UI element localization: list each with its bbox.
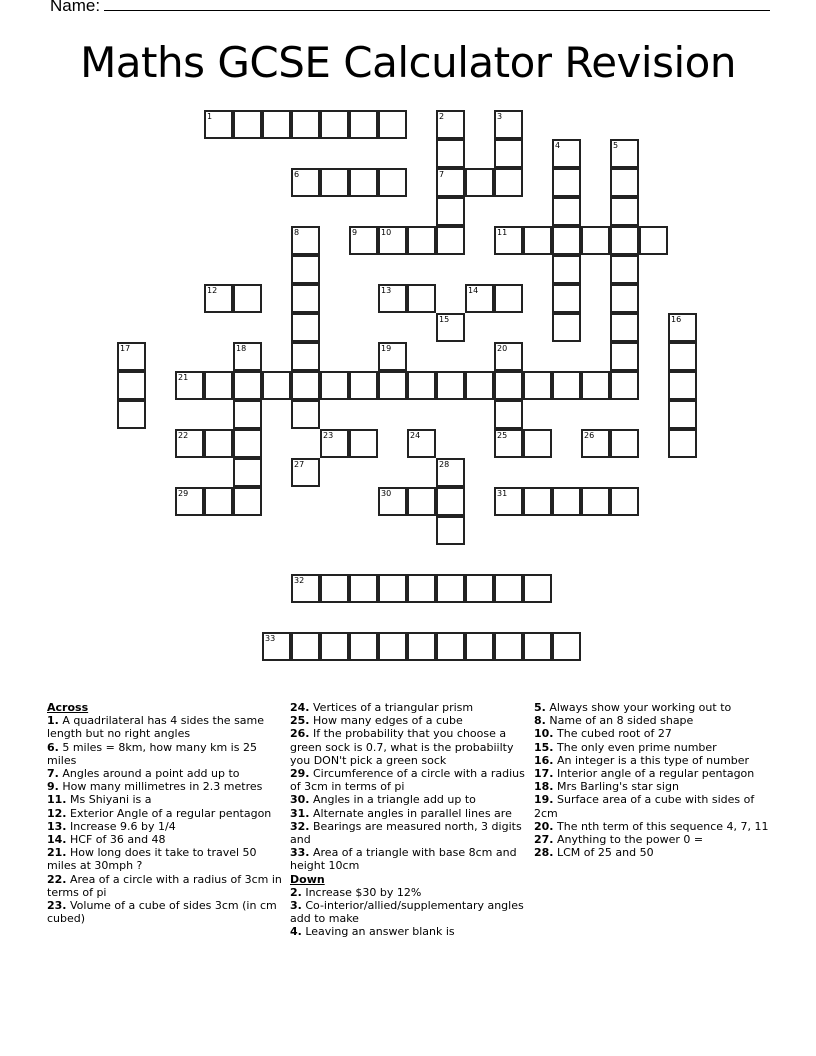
crossword-cell[interactable] [233,400,262,429]
crossword-cell[interactable] [378,226,407,255]
crossword-cell[interactable] [465,574,494,603]
crossword-cell[interactable] [117,342,146,371]
crossword-cell[interactable] [291,458,320,487]
clue-number-label: 18. [534,780,554,794]
crossword-cell[interactable] [610,197,639,226]
crossword-cell[interactable] [552,168,581,197]
clue-number-label: 26. [290,727,310,741]
clue-number-label: 12. [47,806,67,820]
clue-number: 11 [497,228,508,237]
clue-number-label: 22. [47,872,67,886]
clue-text: Increase 9.6 by 1/4 [70,819,176,833]
clue-number-label: 13. [47,819,67,833]
crossword-cell[interactable] [233,487,262,516]
clue-number: 10 [381,228,392,237]
crossword-cell[interactable] [581,226,610,255]
down-heading: Down [290,872,325,886]
crossword-cell[interactable] [320,371,349,400]
crossword-cell[interactable] [668,342,697,371]
name-field[interactable] [50,0,770,16]
clue-number: 4 [555,141,561,150]
crossword-cell[interactable] [407,632,436,661]
clue-number: 7 [439,170,445,179]
down-clue [290,899,526,925]
crossword-cell[interactable] [436,632,465,661]
crossword-cell[interactable] [407,574,436,603]
down-clue [290,925,526,938]
across-clue [47,780,283,793]
across-clue [290,820,526,846]
crossword-cell[interactable] [610,139,639,168]
clue-number-label: 17. [534,767,554,781]
clue-number: 19 [381,344,392,353]
clue-text: Ms Shiyani is a [70,793,152,807]
crossword-cell[interactable] [291,342,320,371]
crossword-cell[interactable] [117,400,146,429]
across-clue [47,899,283,925]
crossword-cell[interactable] [581,371,610,400]
crossword-cell[interactable] [204,487,233,516]
crossword-cell[interactable] [204,284,233,313]
crossword-cell[interactable] [465,168,494,197]
crossword-cell[interactable] [494,371,523,400]
clue-text: HCF of 36 and 48 [70,833,166,847]
clue-number-label: 6. [47,740,59,754]
crossword-cell[interactable] [436,197,465,226]
clue-number-label: 3. [290,899,302,913]
clue-number: 29 [178,489,189,498]
clue-number-label: 5. [534,701,546,714]
crossword-cell[interactable] [610,313,639,342]
clue-number: 21 [178,373,189,382]
crossword-cell[interactable] [233,110,262,139]
clue-number: 13 [381,286,392,295]
crossword-cell[interactable] [523,632,552,661]
crossword-cell[interactable] [436,487,465,516]
crossword-cell[interactable] [204,110,233,139]
clue-number: 20 [497,344,508,353]
crossword-cell[interactable] [349,168,378,197]
clue-number: 31 [497,489,508,498]
across-clue [290,727,526,767]
crossword-cell[interactable] [552,371,581,400]
crossword-cell[interactable] [407,429,436,458]
clue-text: Anything to the power 0 = [557,833,704,847]
crossword-cell[interactable] [291,400,320,429]
crossword-cell[interactable] [494,226,523,255]
clue-number-label: 31. [290,806,310,820]
clue-text: Bearings are measured north, 3 digits and [290,819,522,847]
clue-text: Always show your working out to [549,701,732,714]
crossword-cell[interactable] [581,429,610,458]
clue-number-label: 16. [534,753,554,767]
clue-text: Co-interior/allied/supplementary angles add to make [290,899,524,926]
crossword-cell[interactable] [291,255,320,284]
crossword-cell[interactable] [610,487,639,516]
crossword-cell[interactable] [494,487,523,516]
clue-text: Exterior Angle of a regular pentagon [70,806,272,820]
clue-text: 5 miles = 8km, how many km is 25 miles [47,740,257,767]
clue-text: How long does it take to travel 50 miles at 30mph ? [47,846,257,873]
clue-number-label: 10. [534,727,554,741]
crossword-cell[interactable] [204,371,233,400]
crossword-cell[interactable] [552,226,581,255]
down-clue [534,793,770,819]
clue-text: How many edges of a cube [313,714,463,728]
crossword-cell[interactable] [523,429,552,458]
crossword-cell[interactable] [378,110,407,139]
clue-number: 27 [294,460,305,469]
crossword-cell[interactable] [233,284,262,313]
clue-number: 3 [497,112,503,121]
clue-number-label: 14. [47,833,67,847]
crossword-cell[interactable] [610,168,639,197]
crossword-cell[interactable] [349,371,378,400]
crossword-cell[interactable] [233,371,262,400]
crossword-cell[interactable] [378,284,407,313]
crossword-cell[interactable] [668,371,697,400]
crossword-cell[interactable] [262,371,291,400]
down-clue [534,741,770,754]
crossword-cell[interactable] [378,371,407,400]
clue-text: A quadrilateral has 4 sides the same length but no right angles [47,714,265,741]
clue-text: The cubed root of 27 [557,727,672,741]
clue-number-label: 15. [534,740,554,754]
clue-text: Circumference of a circle with a radius of 3cm in terms of pi [290,767,525,794]
crossword-cell[interactable] [436,226,465,255]
clue-number-label: 7. [47,767,59,781]
crossword-cell[interactable] [523,226,552,255]
crossword-cell[interactable] [668,313,697,342]
clue-number-label: 4. [290,925,302,939]
crossword-cell[interactable] [407,226,436,255]
clue-text: Surface area of a cube with sides of 2cm [534,793,755,820]
crossword-cell[interactable] [494,632,523,661]
down-clue [534,701,770,714]
clue-number: 8 [294,228,300,237]
clue-text: Leaving an answer blank is [305,925,455,939]
down-clue [534,754,770,767]
clue-number-label: 23. [47,899,67,913]
crossword-cell[interactable] [349,226,378,255]
across-clue [47,873,283,899]
clue-text: The nth term of this sequence 4, 7, 11 [557,819,769,833]
clue-number: 23 [323,431,334,440]
clue-number-label: 11. [47,793,67,807]
crossword-cell[interactable] [320,574,349,603]
clue-number-label: 2. [290,885,302,899]
clue-number: 33 [265,634,276,643]
clue-text: An integer is a this type of number [557,753,750,767]
clue-number: 24 [410,431,421,440]
crossword-cell[interactable] [291,574,320,603]
crossword-cell[interactable] [581,487,610,516]
crossword-cell[interactable] [610,371,639,400]
clue-number-label: 29. [290,767,310,781]
clue-text: Vertices of a triangular prism [313,701,474,714]
clue-number: 2 [439,112,445,121]
crossword-cell[interactable] [436,139,465,168]
crossword-cell[interactable] [175,429,204,458]
down-clue [534,767,770,780]
crossword-cell[interactable] [407,284,436,313]
down-clue [534,846,770,859]
crossword-cell[interactable] [233,458,262,487]
clue-number: 32 [294,576,305,585]
crossword-cell[interactable] [494,110,523,139]
across-clue [290,701,526,714]
crossword-cell[interactable] [668,429,697,458]
crossword-cell[interactable] [291,284,320,313]
clue-number-label: 9. [47,780,59,794]
name-label: Name: [50,0,101,15]
clue-number: 9 [352,228,358,237]
clue-number-label: 24. [290,701,310,714]
across-clue [290,767,526,793]
crossword-cell[interactable] [494,139,523,168]
crossword-cell[interactable] [291,110,320,139]
crossword-cell[interactable] [378,487,407,516]
crossword-cell[interactable] [523,574,552,603]
across-clue [290,846,526,872]
down-clue [534,727,770,740]
clue-text: If the probability that you choose a green sock is 0.7, what is the probabiilty you DON't pick a green sock [290,727,514,767]
crossword-cell[interactable] [349,632,378,661]
crossword-cell[interactable] [610,284,639,313]
clue-number-label: 21. [47,846,67,860]
clue-number: 15 [439,315,450,324]
clue-number: 22 [178,431,189,440]
crossword-cell[interactable] [320,632,349,661]
name-blank-line[interactable] [104,0,770,11]
crossword-cell[interactable] [494,168,523,197]
crossword-cell[interactable] [494,400,523,429]
crossword-cell[interactable] [668,400,697,429]
across-clue [47,793,283,806]
clue-number: 6 [294,170,300,179]
crossword-cell[interactable] [349,110,378,139]
crossword-cell[interactable] [552,255,581,284]
crossword-cell[interactable] [639,226,668,255]
crossword-cell[interactable] [494,342,523,371]
crossword-cell[interactable] [291,632,320,661]
clue-text: Area of a triangle with base 8cm and height 10cm [290,846,517,873]
across-clue [290,714,526,727]
down-clue [534,780,770,793]
crossword-cell[interactable] [552,632,581,661]
crossword-cell[interactable] [436,110,465,139]
clue-text: How many millimetres in 2.3 metres [62,780,263,794]
crossword-cell[interactable] [494,574,523,603]
clue-number-label: 25. [290,714,310,728]
crossword-cell[interactable] [320,110,349,139]
clue-text: Area of a circle with a radius of 3cm in terms of pi [47,872,282,899]
crossword-cell[interactable] [291,313,320,342]
crossword-cell[interactable] [320,429,349,458]
clue-number-label: 33. [290,846,310,860]
clue-number: 12 [207,286,218,295]
clue-number-label: 28. [534,846,554,860]
clue-text: Alternate angles in parallel lines are [313,806,512,820]
crossword-cell[interactable] [552,139,581,168]
down-clue [534,820,770,833]
crossword-cell[interactable] [610,429,639,458]
clue-text: Name of an 8 sided shape [549,714,694,728]
crossword-cell[interactable] [175,487,204,516]
across-clue [47,714,283,740]
down-clue [290,886,526,899]
crossword-cell[interactable] [610,342,639,371]
clue-text: Volume of a cube of sides 3cm (in cm cubed) [47,899,277,926]
clue-text: Increase $30 by 12% [305,885,422,899]
crossword-cell[interactable] [349,429,378,458]
across-heading: Across [47,701,89,714]
crossword-cell[interactable] [320,168,349,197]
across-clue [47,767,283,780]
crossword-cell[interactable] [552,487,581,516]
crossword-cell[interactable] [291,226,320,255]
clue-text: Interior angle of a regular pentagon [557,767,755,781]
crossword-cell[interactable] [349,574,378,603]
clue-number: 18 [236,344,247,353]
crossword-cell[interactable] [436,574,465,603]
clues-column-3 [534,701,770,859]
clue-number: 25 [497,431,508,440]
across-clue [47,741,283,767]
crossword-cell[interactable] [233,429,262,458]
crossword-cell[interactable] [436,516,465,545]
clue-number-label: 27. [534,833,554,847]
clue-text: LCM of 25 and 50 [557,846,654,860]
clue-text: Mrs Barling's star sign [557,780,679,794]
crossword-cell[interactable] [610,255,639,284]
crossword-cell[interactable] [378,632,407,661]
crossword-cell[interactable] [175,371,204,400]
clue-number-label: 8. [534,714,546,728]
crossword-cell[interactable] [494,284,523,313]
crossword-cell[interactable] [291,168,320,197]
crossword-cell[interactable] [407,371,436,400]
crossword-cell[interactable] [465,632,494,661]
down-clue [534,714,770,727]
crossword-cell[interactable] [436,168,465,197]
crossword-cell[interactable] [378,342,407,371]
crossword-cell[interactable] [465,284,494,313]
across-clue [47,846,283,872]
crossword-cell[interactable] [523,487,552,516]
across-clue [47,833,283,846]
clue-number: 1 [207,112,213,121]
crossword-cell[interactable] [233,342,262,371]
clue-number: 28 [439,460,450,469]
crossword-cell[interactable] [117,371,146,400]
crossword-cell[interactable] [262,632,291,661]
clue-number-label: 20. [534,819,554,833]
clue-number: 26 [584,431,595,440]
crossword-cell[interactable] [610,226,639,255]
crossword-cell[interactable] [552,284,581,313]
clue-number: 17 [120,344,131,353]
crossword-cell[interactable] [436,371,465,400]
crossword-cell[interactable] [204,429,233,458]
clue-text: Angles around a point add up to [62,767,240,781]
crossword-cell[interactable] [378,574,407,603]
clue-number: 14 [468,286,479,295]
crossword-cell[interactable] [378,168,407,197]
crossword-cell[interactable] [436,313,465,342]
across-clue [47,820,283,833]
crossword-cell[interactable] [552,197,581,226]
clue-number-label: 1. [47,714,59,728]
crossword-cell[interactable] [436,458,465,487]
crossword-cell[interactable] [523,371,552,400]
clue-text: Angles in a triangle add up to [313,793,476,807]
crossword-cell[interactable] [291,371,320,400]
down-clue [534,833,770,846]
crossword-cell[interactable] [494,429,523,458]
crossword-cell[interactable] [262,110,291,139]
clue-number-label: 19. [534,793,554,807]
crossword-cell[interactable] [552,313,581,342]
across-clue [290,807,526,820]
across-clue [47,807,283,820]
crossword-cell[interactable] [407,487,436,516]
clue-number: 5 [613,141,619,150]
clue-number-label: 30. [290,793,310,807]
clue-number: 16 [671,315,682,324]
clues-column-1 [47,701,283,925]
crossword-cell[interactable] [465,371,494,400]
clue-number: 30 [381,489,392,498]
clue-number-label: 32. [290,819,310,833]
page-title: Maths GCSE Calculator Revision [80,38,736,87]
clue-text: The only even prime number [557,740,717,754]
clues-column-2 [290,701,526,939]
across-clue [290,793,526,806]
